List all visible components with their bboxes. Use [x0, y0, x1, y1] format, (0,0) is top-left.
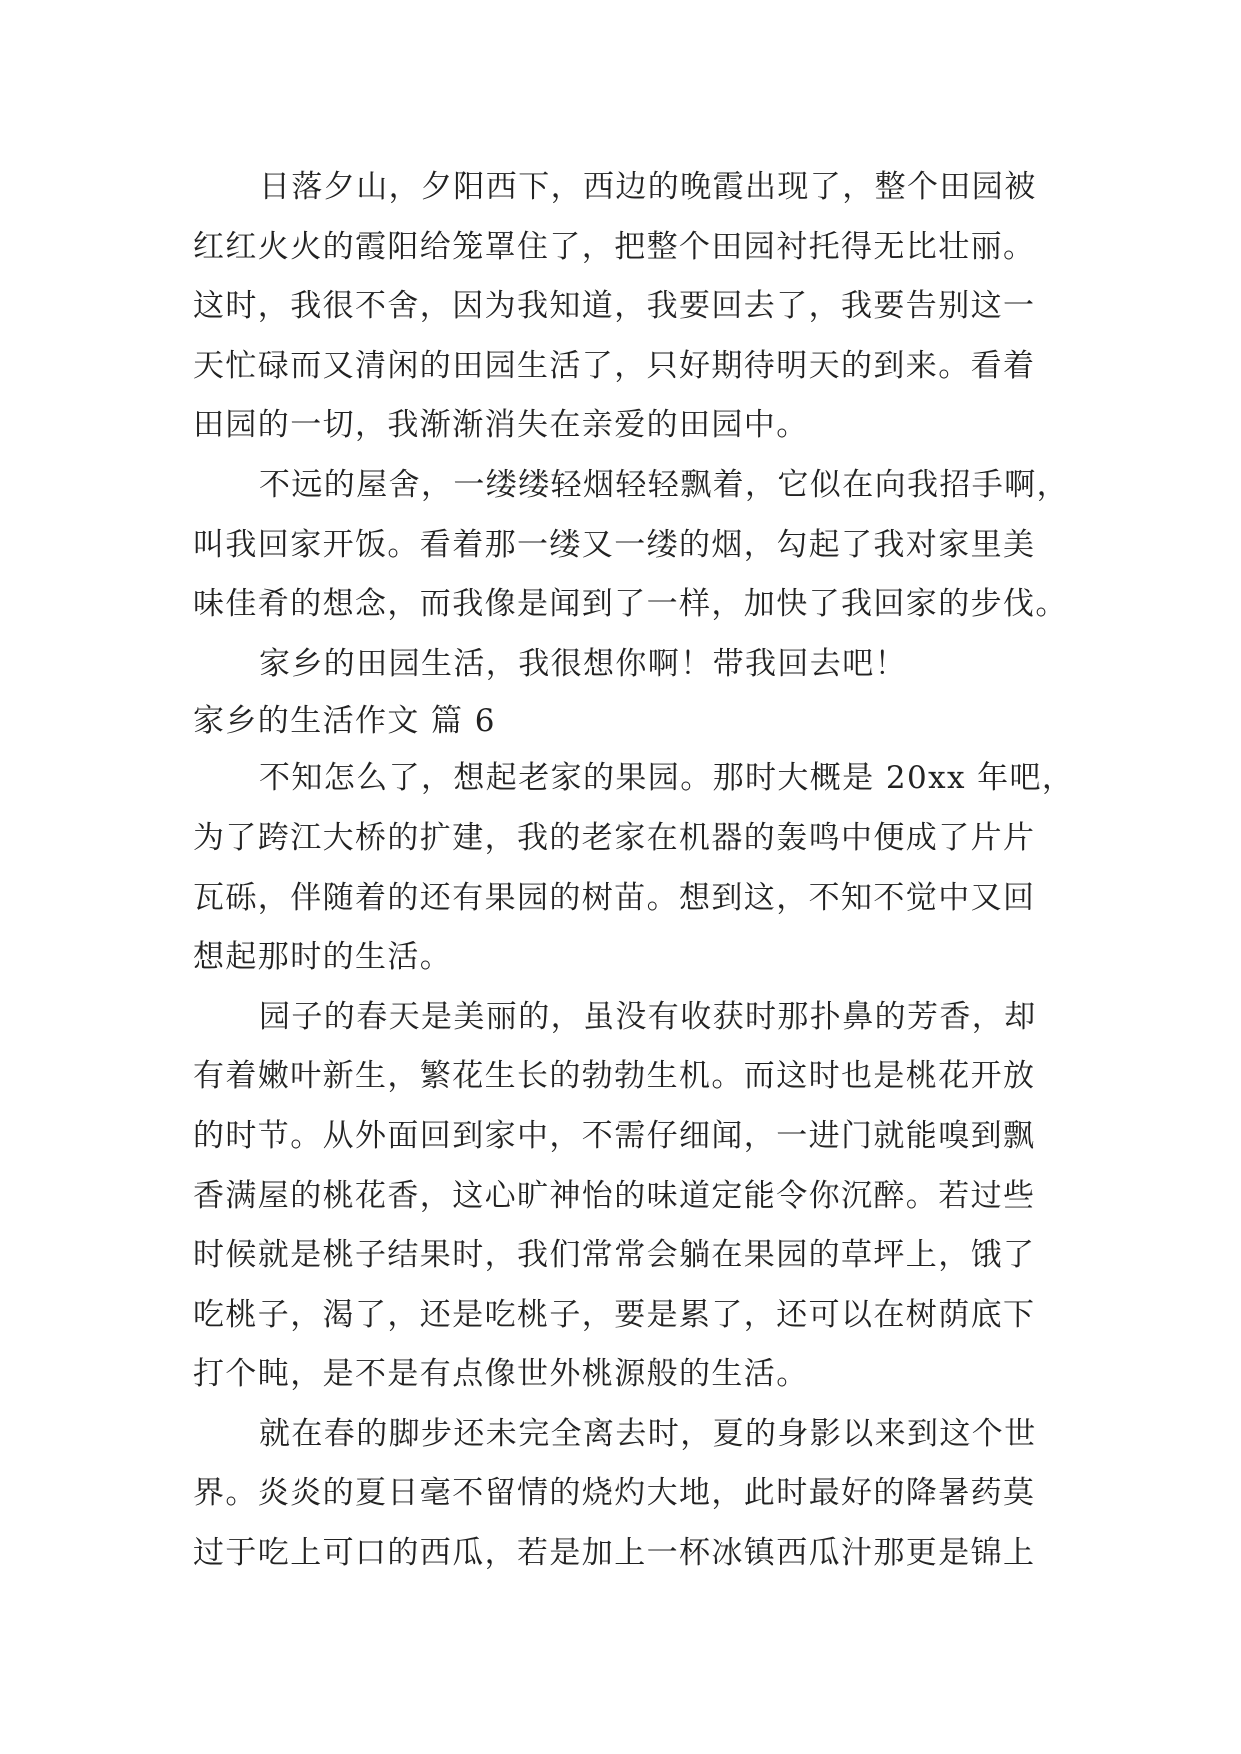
paragraph-spring: [193, 988, 1061, 1405]
paragraph-miss-home: [193, 635, 1061, 695]
text-line: 瓦砾，伴随着的还有果园的树苗。想到这，不知不觉中又回: [193, 879, 1036, 916]
text-line: 有着嫩叶新生，繁花生长的勃勃生机。而这时也是桃花开放: [193, 1058, 1036, 1095]
text-line: 想起那时的生活。: [193, 939, 453, 976]
text-line: 家乡的田园生活，我很想你啊！带我回去吧！: [259, 645, 907, 682]
section-title: 家乡的生活作文 篇 6: [193, 703, 496, 740]
text-line: 不知怎么了，想起老家的果园。那时大概是 20xx 年吧，: [259, 760, 1075, 797]
document-body: [193, 158, 1075, 1584]
text-line: 吃桃子，渴了，还是吃桃子，要是累了，还可以在树荫底下: [193, 1296, 1036, 1333]
text-line: 日落夕山，夕阳西下，西边的晚霞出现了，整个田园被: [259, 169, 1037, 205]
text-line: 园子的春天是美丽的，虽没有收获时那扑鼻的芳香，却: [259, 998, 1037, 1035]
paragraph-summer: [193, 1405, 1061, 1584]
text-line: 味佳肴的想念，而我像是闻到了一样，加快了我回家的步伐。: [193, 586, 1068, 623]
text-line: 不远的屋舍，一缕缕轻烟轻轻飘着，它似在向我招手啊，: [259, 466, 1069, 503]
text-line: 界。炎炎的夏日毫不留情的烧灼大地，此时最好的降暑药莫: [193, 1475, 1036, 1512]
text-line: 打个盹，是不是有点像世外桃源般的生活。: [193, 1356, 809, 1393]
text-line: 过于吃上可口的西瓜，若是加上一杯冰镇西瓜汁那更是锦上: [193, 1535, 1036, 1572]
text-line: 的时节。从外面回到家中，不需仔细闻，一进门就能嗅到飘: [193, 1117, 1036, 1154]
text-line: 这时，我很不舍，因为我知道，我要回去了，我要告别这一: [193, 288, 1036, 325]
text-line: 天忙碌而又清闲的田园生活了，只好期待明天的到来。看着: [193, 347, 1036, 384]
text-line: 叫我回家开饭。看着那一缕又一缕的烟，勾起了我对家里美: [193, 526, 1036, 563]
text-line: 就在春的脚步还未完全离去时，夏的身影以来到这个世: [259, 1415, 1037, 1452]
text-line: 为了跨江大桥的扩建，我的老家在机器的轰鸣中便成了片片: [193, 819, 1036, 856]
text-line: 田园的一切，我渐渐消失在亲爱的田园中。: [193, 407, 809, 444]
text-line: 时候就是桃子结果时，我们常常会躺在果园的草坪上，饿了: [193, 1237, 1036, 1274]
text-line: 红红火火的霞阳给笼罩住了，把整个田园衬托得无比壮丽。: [193, 228, 1036, 265]
paragraph-sunset: [193, 158, 1061, 456]
paragraph-smoke: [193, 456, 1069, 635]
text-line: 香满屋的桃花香，这心旷神怡的味道定能令你沉醉。若过些: [193, 1177, 1036, 1214]
paragraph-orchard: [193, 749, 1075, 987]
